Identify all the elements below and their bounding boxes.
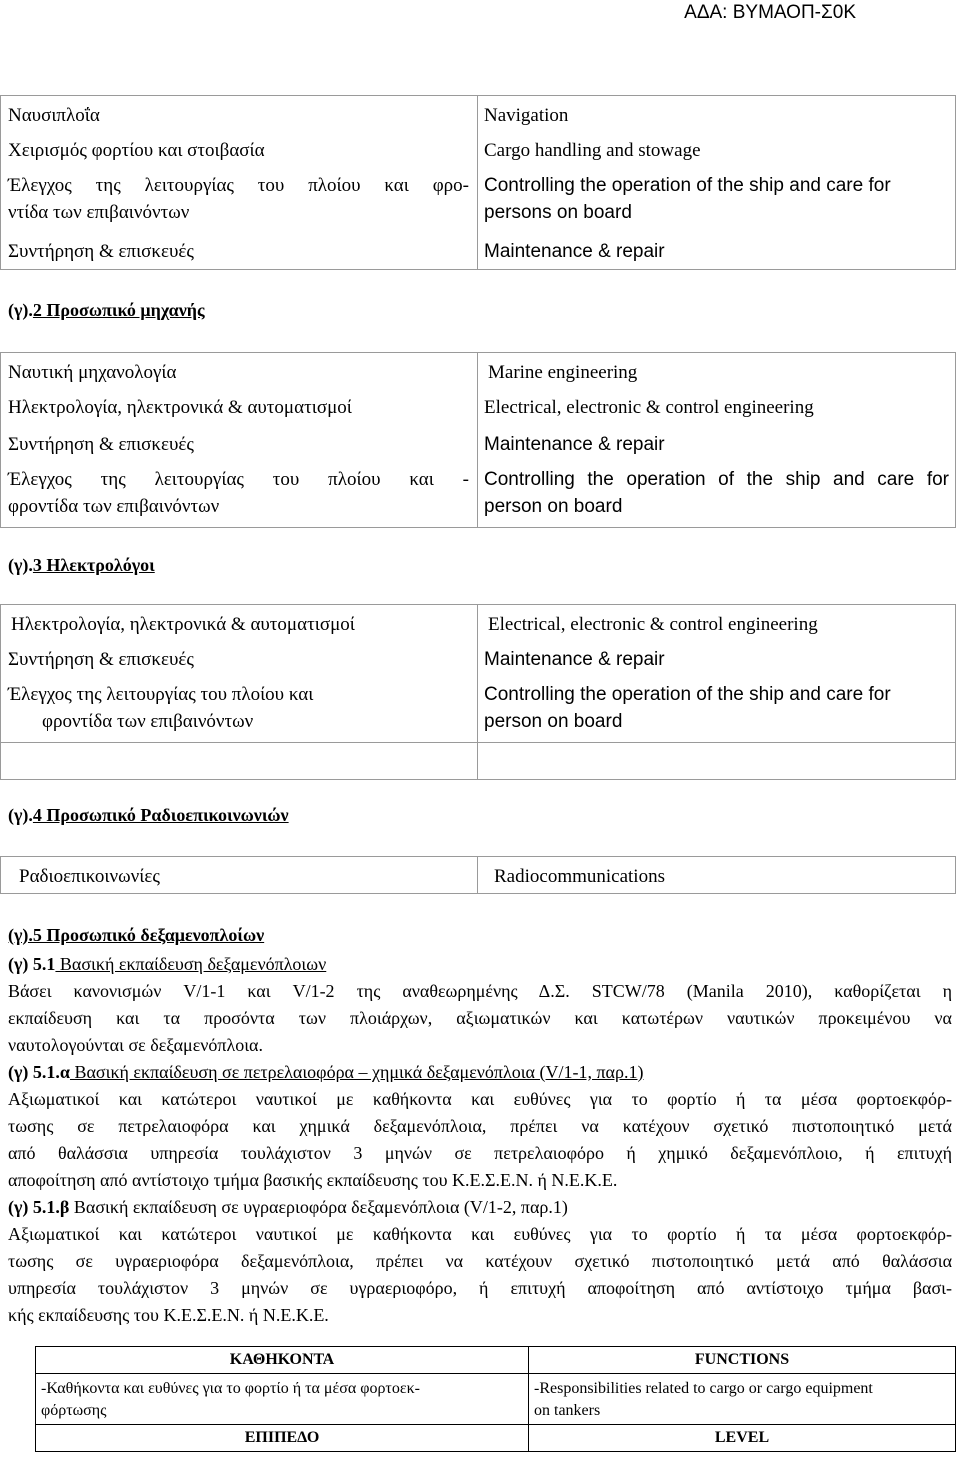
table-row <box>1 679 956 743</box>
greek-cell: Έλεγχος της λειτουργίας του πλοίου και - φροντίδα των επιβαινόντων <box>1 464 478 528</box>
column-header: ΚΑΘΗΚΟΝΤΑ <box>36 1347 529 1374</box>
table-row <box>36 1374 956 1425</box>
table-header-row <box>36 1347 956 1374</box>
section-heading-engine: (γ).2 Προσωπικό μηχανής <box>8 300 205 320</box>
table-row <box>1 170 956 234</box>
english-cell: Navigation <box>478 96 956 133</box>
empty-cell <box>478 743 956 780</box>
english-cell: Electrical, electronic & control engineering <box>478 605 956 642</box>
table-row <box>1 427 956 464</box>
subheading-oil-chemical: (γ) 5.1.α Βασική εκπαίδευση σε πετρελαιοφόρα – χημικά δεξαμενόπλοια (V/1-1, παρ.1) <box>8 1062 644 1082</box>
greek-cell: -Καθήκοντα και ευθύνες για το φορτίο ή τα μέσα φορτοεκ- φόρτωσης <box>36 1374 529 1425</box>
tanker-functions-table <box>35 1346 956 1452</box>
subheading-liquefied-gas: (γ) 5.1.β Βασική εκπαίδευση σε υγραεριοφόρα δεξαμενόπλοια (V/1-2, παρ.1) <box>8 1197 568 1217</box>
english-cell: Marine engineering <box>478 353 956 390</box>
table-row <box>1 605 956 642</box>
greek-cell: Ηλεκτρολογία, ηλεκτρονικά & αυτοματισμοί <box>1 390 478 427</box>
table-row <box>1 464 956 528</box>
table-row <box>1 390 956 427</box>
english-cell: Controlling the operation of the ship and care for person on board <box>478 464 956 528</box>
table-row <box>1 96 956 133</box>
section-heading-electricians: (γ).3 Ηλεκτρολόγοι <box>8 555 155 575</box>
table-row <box>1 642 956 679</box>
subheading-basic-training: (γ) 5.1 Βασική εκπαίδευση δεξαμενόπλοιων <box>8 954 327 974</box>
greek-cell: Συντήρηση & επισκευές <box>1 642 478 679</box>
empty-cell <box>1 743 478 780</box>
english-cell: Controlling the operation of the ship and care for person on board <box>478 679 956 743</box>
english-cell: Maintenance & repair <box>478 642 956 679</box>
engine-functions-table <box>0 352 956 528</box>
greek-cell: Συντήρηση & επισκευές <box>1 427 478 464</box>
deck-functions-table <box>0 95 956 270</box>
table-row-empty <box>1 743 956 780</box>
column-header: LEVEL <box>529 1425 956 1452</box>
greek-cell: Ηλεκτρολογία, ηλεκτρονικά & αυτοματισμοί <box>1 605 478 642</box>
tanker-training-text: (γ) 5.1 Βασική εκπαίδευση δεξαμενόπλοιων Βάσει κανονισμών V/1-1 και V/1-2 της αναθεωρημένης Δ.Σ. STCW/78 (Manila 2010), καθορίζεται η εκπαίδευση και τα προσόντα των πλοιάρχων, αξιωματικών και κατωτέρων ναυτικών προκειμένου να ναυτολογούνται σε δεξαμενόπλοια. (γ) 5.1.α Βασική εκπαίδευση σε πετρελαιοφόρα – χημικά δεξαμενόπλοια (V/1-1, παρ.1) Αξιωματικοί και κατώτεροι ναυτικοί με καθήκοντα και ευθύνες για το φορτίο ή τα μέσα φορτοεκφόρ- τωσης σε πετρελαιοφόρα και χημικά δεξαμενόπλοια, πρέπει να κατέχουν σχετικό πιστοποιητικό μετά από θαλάσσια υπηρεσία τουλάχιστον 3 μηνών σε πετρελαιοφόρο ή χημικό δεξαμενόπλοιο, ή επιτυχή αποφοίτηση από αντίστοιχο τμήμα βασικής εκπαίδευσης του Κ.Ε.Σ.Ε.Ν. ή Ν.Ε.Κ.Ε. (γ) 5.1.β Βασική εκπαίδευση σε υγραεριοφόρα δεξαμενόπλοια (V/1-2, παρ.1) Αξιωματικοί και κατώτεροι ναυτικοί με καθήκοντα και ευθύνες για το φορτίο ή τα μέσα φορτοεκφόρ- τωσης σε υγραεριοφόρα δεξαμενόπλοια, πρέπει να κατέχουν σχετικό πιστοποιητικό μετά από θαλάσσια υπηρεσία τουλάχιστον 3 μηνών σε υγραεριοφόρο, ή επιτυχή αποφοίτηση από αντίστοιχο τμήμα βασι- κής εκπαίδευσης του Κ.Ε.Σ.Ε.Ν. ή Ν.Ε.Κ.Ε. <box>8 951 952 1329</box>
document-reference: ΑΔΑ: ΒΥΜΑΟΠ-Σ0Κ <box>684 2 856 23</box>
table-row <box>1 234 956 270</box>
table-row <box>1 133 956 170</box>
table-row <box>1 353 956 390</box>
radio-functions-table <box>0 856 956 894</box>
greek-cell: Ναυσιπλοΐα <box>1 96 478 133</box>
english-cell: Maintenance & repair <box>478 427 956 464</box>
greek-cell: Ραδιοεπικοινωνίες <box>1 857 478 894</box>
english-cell: -Responsibilities related to cargo or cargo equipment on tankers <box>529 1374 956 1425</box>
english-cell: Maintenance & repair <box>478 234 956 270</box>
greek-cell: Ναυτική μηχανολογία <box>1 353 478 390</box>
english-cell: Controlling the operation of the ship and care for persons on board <box>478 170 956 234</box>
table-row <box>1 857 956 894</box>
greek-cell: Συντήρηση & επισκευές <box>1 234 478 270</box>
english-cell: Radiocommunications <box>478 857 956 894</box>
section-heading-radio: (γ).4 Προσωπικό Ραδιοεπικοινωνιών <box>8 805 289 825</box>
column-header: ΕΠΙΠΕΔΟ <box>36 1425 529 1452</box>
section-heading-tankers: (γ).5 Προσωπικό δεξαμενοπλοίων <box>8 925 265 945</box>
english-cell: Cargo handling and stowage <box>478 133 956 170</box>
greek-cell: Έλεγχος της λειτουργίας του πλοίου και φροντίδα των επιβαινόντων <box>1 679 478 743</box>
greek-cell: Χειρισμός φορτίου και στοιβασία <box>1 133 478 170</box>
electrician-functions-table <box>0 604 956 780</box>
column-header: FUNCTIONS <box>529 1347 956 1374</box>
greek-cell: Έλεγχος της λειτουργίας του πλοίου και φρο- ντίδα των επιβαινόντων <box>1 170 478 234</box>
table-header-row <box>36 1425 956 1452</box>
english-cell: Electrical, electronic & control engineering <box>478 390 956 427</box>
